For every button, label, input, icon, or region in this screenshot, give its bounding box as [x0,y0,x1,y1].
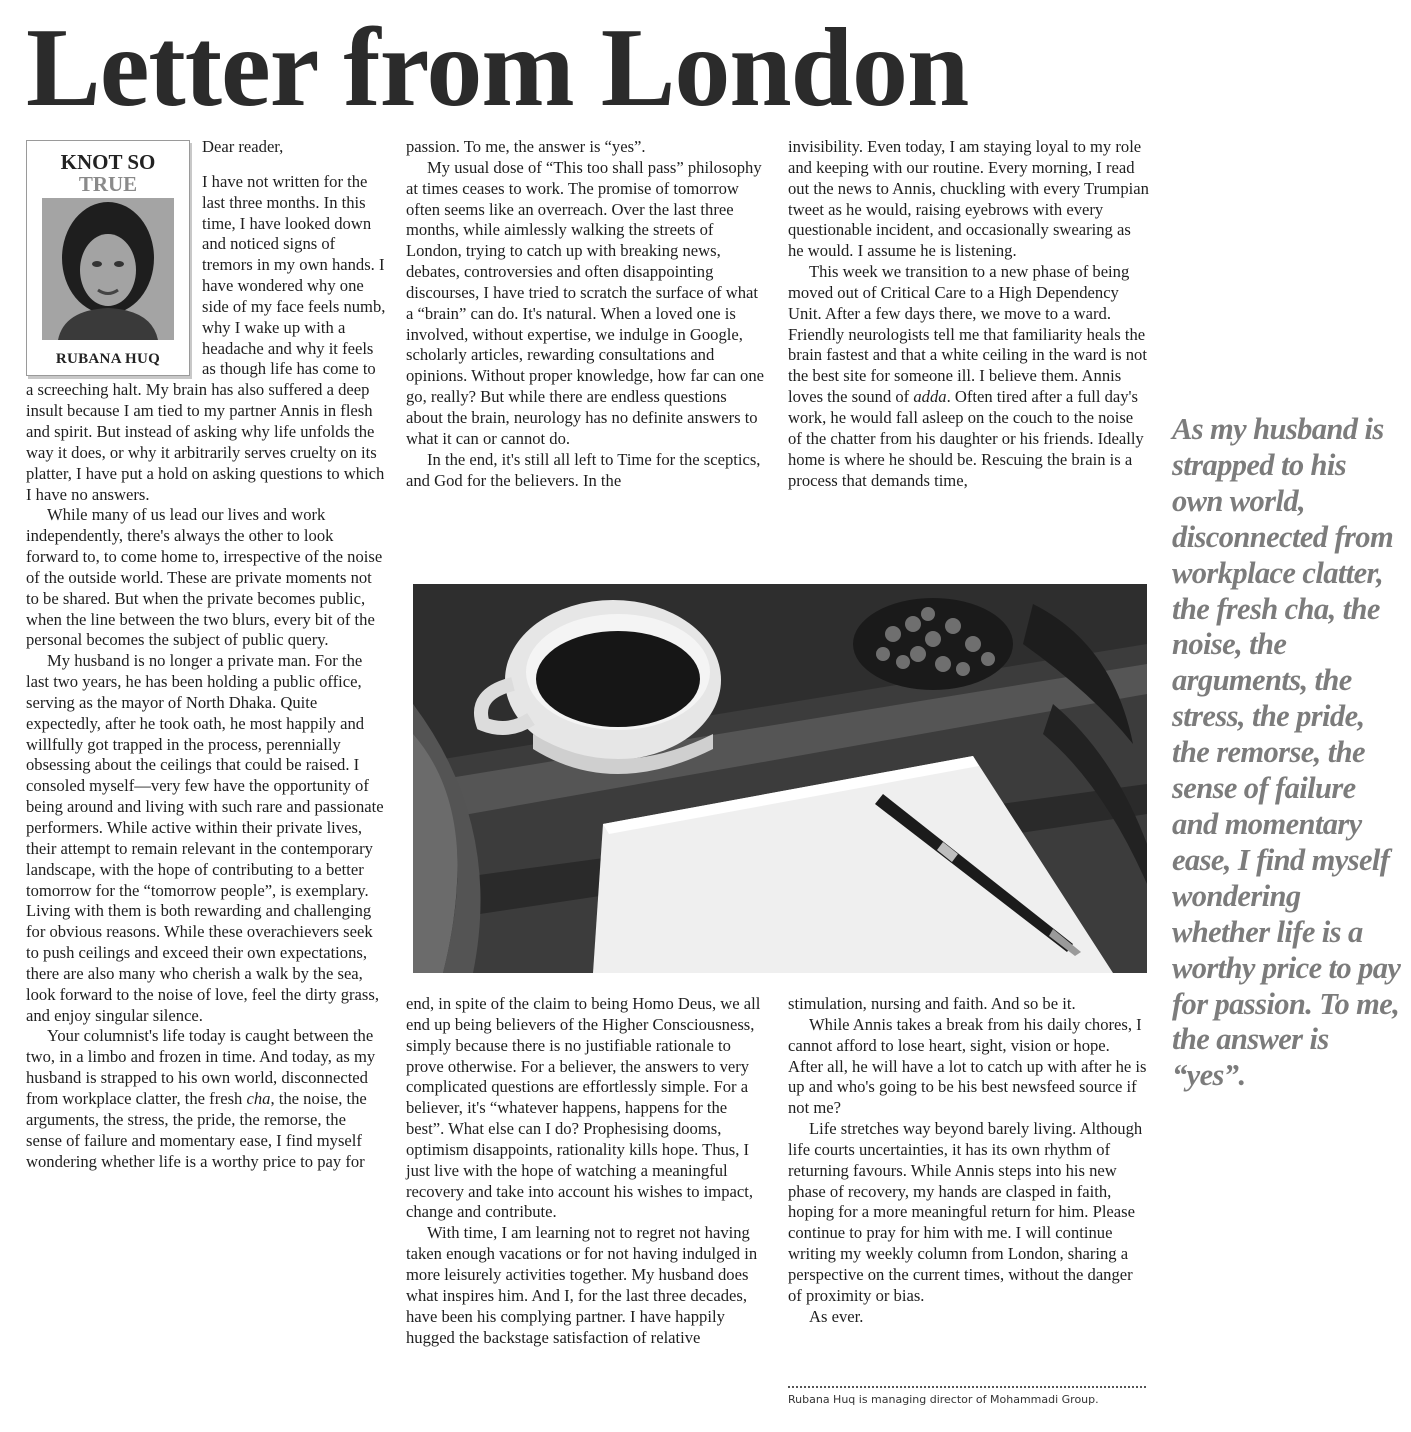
paragraph: My usual dose of “This too shall pass” philosophy at times ceases to work. The promise of tomorrow often seems like an overreach. Over the last three months, while aimlessly walking the streets of London, trying to catch up with breaking news, debates, controversies and often disappointing discourses, I have tried to scratch the surface of what a “brain” can do. It's natural. When a loved one is involved, without expertise, we indulge in Google, scholarly articles, rewarding consultations and opinions. Without proper knowledge, how far can one go, really? But while there are endless questions about the brain, neurology has no definite answers to what it can or cannot do. [406,157,765,448]
paragraph-text: . Often tired after a full day's work, he would fall asleep on the couch to the noise of the chatter from his daughter or his friends. Ideally home is where he should be. Rescuing the brain is a process that demands time, [788,387,1144,490]
paragraph-text: Your columnist's life today is caught between the two, in a limbo and frozen in time. And today, as my husband is strapped to his own world, disconnected from workplace clatter, the fresh [26,1026,376,1108]
sign-off: As ever. [809,1306,864,1326]
paragraph: I have not written for the last three months. In this time, I have looked down and noticed signs of tremors in my own hands. I have wondered why one side of my face feels numb, why I wake up with a headache and why it feels as though life has come to a screeching halt. My brain has also suffered a deep insult because I am tied to my partner Annis in flesh and spirit. But instead of asking why life unfolds the way it does, or why it arbitrarily serves cruelty on its platter, I have put a hold on asking questions to which I have no answers. [26,171,386,504]
paragraph [788,262,1150,491]
italic-term: adda [913,387,947,407]
badge-title-line1: KNOT SO [60,150,156,174]
paragraph: Life stretches way beyond barely living. Although life courts uncertainties, it has its own rhythm of returning favours. While Annis steps into his new phase of recovery, my hands are clasped in faith, hoping for a more meaningful return for him. Please continue to pray for him with me. I will continue writing my weekly column from London, sharing a perspective on the current times, without the danger of proximity or bias. [788,1119,1143,1305]
paragraph: invisibility. Even today, I am staying loyal to my role and keeping with our routine. Every morning, I read out the news to Annis, chuckling with every Trumpian tweet as he would, raising eyebrows with every questionable incident, and occasionally swearing as he would. I assume he is listening. [788,137,1149,261]
pull-quote: As my husband is strapped to his own world, disconnected from workplace clatter, the fresh cha, the noise, the arguments, the stress, the pride, the remorse, the sense of failure and momentary ease, I find myself wondering whether life is a worthy price to pay for passion. To me, the answer is “yes”. [1172,412,1401,1093]
paragraph-text: This week we transition to a new phase of being moved out of Critical Care to a High Dependency Unit. After a few days there, we move to a ward. Friendly neurologists tell me that familiarity heals the brain fastest and that a white ceiling in the ward is not the best site for someone ill. I believe them. Annis loves the sound of [788,262,1147,407]
paragraph: While Annis takes a break from his daily chores, I cannot afford to lose heart, sight, vision or hope. After all, he will have a lot to catch up with after he is up and who's going to be his best newsfeed source if not me? [788,1014,1147,1118]
coffee-paper-pen-photo [413,584,1147,973]
paragraph: stimulation, nursing and faith. And so be it. [788,994,1076,1013]
badge-title-line2: TRUE [78,172,138,196]
salutation: Dear reader, [202,137,284,156]
headline: Letter from London [26,6,969,130]
paragraph: While many of us lead our lives and work independently, there's always the other to look forward to, to come home to, irrespective of the noise of the outside world. These are private moments not to be shared. But when the private becomes public, when the line between the two blurs, every bit of the personal becomes the subject of public query. [26,505,383,650]
paragraph-text: , the noise, the arguments, the stress, the pride, the remorse, the sense of failure and momentary ease, I find myself wondering whether life is a worthy price to pay for [26,1088,367,1171]
italic-term: cha [246,1088,271,1108]
column-3-top [788,137,1150,491]
column-2-bottom [406,994,768,1348]
paragraph: In the end, it's still all left to Time for the sceptics, and God for the believers. In the [406,449,761,490]
column-2-top [406,137,766,491]
footnote-divider [788,1386,1146,1388]
column-1 [26,137,386,1172]
paragraph: With time, I am learning not to regret not having taken enough vacations or for not having indulged in more leisurely activities together. My husband does what inspires him. And I, for the last three decades, have been his complying partner. I have happily hugged the backstage satisfaction of relative [406,1223,758,1347]
author-portrait-icon [42,198,174,340]
author-name: RUBANA HUQ [55,351,161,367]
author-footnote: Rubana Huq is managing director of Mohammadi Group. [788,1393,1099,1406]
paragraph: end, in spite of the claim to being Homo Deus, we all end up being believers of the Higher Consciousness, simply because there is no justifiable rationale to prove otherwise. For a believer, the answers to very complicated questions are effortlessly simple. For a believer, it's “whatever happens, happens for the best”. What else can I do? Prophesising dooms, optimism disappoints, rationality kills hope. Thus, I just live with the hope of watching a meaningful recovery and take into account his wishes to impact, change and contribute. [406,994,761,1222]
paragraph: passion. To me, the answer is “yes”. [406,137,646,156]
paragraph: My husband is no longer a private man. For the last two years, he has been holding a public office, serving as the mayor of North Dhaka. Quite expectedly, after he took oath, he most happily and willfully got trapped in the process, perennially obsessing about the ceilings that could be raised. I consoled myself—very few have the opportunity of being around and living with such rare and passionate performers. While active within their private lives, their attempt to remain relevant in the contemporary landscape, with the hope of contributing to a better tomorrow for the “tomorrow people”, is exemplary. Living with them is both rewarding and challenging for obvious reasons. While these overachievers seek to push ceilings and exceed their own expectations, there are also many who cherish a walk by the sea, look forward to the noise of love, feel the dirty grass, and enjoy singular silence. [26,651,384,1025]
column-3-bottom [788,994,1148,1328]
column-badge [26,140,190,376]
paragraph [26,1026,386,1172]
